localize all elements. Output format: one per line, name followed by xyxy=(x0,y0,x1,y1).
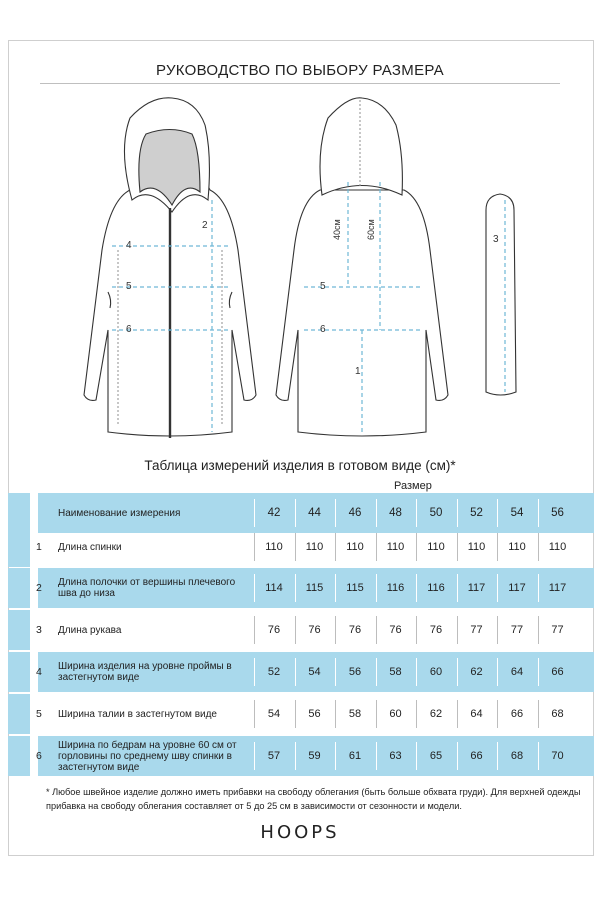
cell-value: 70 xyxy=(551,750,564,762)
cell-value: 115 xyxy=(305,582,324,594)
cell-value: 110 xyxy=(305,541,324,553)
size-header: 54 xyxy=(510,507,524,519)
table-title: Таблица измерений изделия в готовом виде (см)* xyxy=(144,458,456,473)
cell-value: 64 xyxy=(510,666,524,678)
cell-value: 110 xyxy=(548,541,567,553)
cell-value: 66 xyxy=(551,666,564,678)
cell-value: 57 xyxy=(267,750,281,762)
cell-value: 77 xyxy=(510,624,524,636)
row-values xyxy=(248,527,594,567)
cell-value: 68 xyxy=(551,708,564,720)
column-divider xyxy=(335,499,336,527)
table-row xyxy=(8,568,594,608)
brand-logo xyxy=(0,822,600,843)
cell-value: 77 xyxy=(551,624,564,636)
cell-value: 114 xyxy=(265,582,283,594)
table-row xyxy=(8,694,594,734)
cell-value: 54 xyxy=(308,666,321,678)
cell-value: 58 xyxy=(389,666,402,678)
cell-value: 117 xyxy=(508,582,526,594)
row-side-tab xyxy=(8,610,30,650)
front-marker-2: 2 xyxy=(202,220,208,231)
size-header: 50 xyxy=(429,507,443,519)
page-title: РУКОВОДСТВО ПО ВЫБОРУ РАЗМЕРА xyxy=(155,62,444,79)
row-side-tab xyxy=(8,527,30,567)
cell-value: 76 xyxy=(429,624,443,636)
cell-value: 68 xyxy=(510,750,524,762)
column-divider xyxy=(295,499,296,527)
sleeve-sketch xyxy=(486,194,516,395)
back-marker-5: 5 xyxy=(320,281,326,292)
row-name: Длина рукава xyxy=(58,624,122,636)
row-values xyxy=(248,652,594,692)
cell-value: 110 xyxy=(386,541,405,553)
brand-logo-text: HOOPS xyxy=(260,822,340,843)
table-row xyxy=(8,652,594,692)
cell-value: 116 xyxy=(427,582,445,594)
cell-value: 52 xyxy=(267,666,281,678)
row-name: Длина полочки от вершины плечевого шва до низа xyxy=(58,577,236,599)
cell-value: 76 xyxy=(267,624,281,636)
cell-value: 56 xyxy=(308,708,321,720)
front-marker-6: 6 xyxy=(126,324,132,335)
front-marker-4: 4 xyxy=(126,240,132,251)
cell-value: 117 xyxy=(548,582,567,594)
cell-value: 60 xyxy=(429,666,443,678)
row-number: 3 xyxy=(36,624,42,636)
cell-value: 76 xyxy=(348,624,362,636)
size-header: 48 xyxy=(389,507,402,519)
size-label: Размер xyxy=(394,480,432,492)
row-number: 6 xyxy=(36,750,42,762)
front-view-sketch xyxy=(84,98,256,438)
cell-value: 60 xyxy=(389,708,402,720)
cell-value: 54 xyxy=(267,708,281,720)
cell-value: 59 xyxy=(308,750,321,762)
cell-value: 76 xyxy=(308,624,321,636)
row-values xyxy=(248,610,594,650)
row-number: 5 xyxy=(36,708,42,720)
cell-value: 77 xyxy=(470,624,483,636)
table-row xyxy=(8,610,594,650)
cell-value: 58 xyxy=(348,708,362,720)
cell-value: 110 xyxy=(508,541,526,553)
title-divider xyxy=(40,83,560,84)
row-side-tab xyxy=(8,694,30,734)
cell-value: 56 xyxy=(348,666,362,678)
column-divider xyxy=(376,499,377,527)
cell-value: 62 xyxy=(470,666,483,678)
cell-value: 61 xyxy=(348,750,362,762)
back-marker-6: 6 xyxy=(320,324,326,335)
row-name: Ширина изделия на уровне проймы в застегнутом виде xyxy=(58,661,232,683)
cell-value: 63 xyxy=(389,750,402,762)
row-name: Длина спинки xyxy=(58,541,122,553)
cell-value: 65 xyxy=(429,750,443,762)
column-divider xyxy=(497,499,498,527)
size-header: 46 xyxy=(348,507,362,519)
table-row xyxy=(8,527,594,567)
column-divider xyxy=(254,499,255,527)
cell-value: 110 xyxy=(346,541,364,553)
row-name: Ширина по бедрам на уровне 60 см от горловины по среднему шву спинки в застегнутом виде xyxy=(58,739,237,773)
back-measure-40: 40см xyxy=(332,219,342,240)
row-values xyxy=(248,694,594,734)
cell-value: 64 xyxy=(470,708,483,720)
row-name: Ширина талии в застегнутом виде xyxy=(58,708,217,720)
back-view-sketch xyxy=(276,98,448,436)
row-number: 2 xyxy=(36,582,42,594)
cell-value: 110 xyxy=(265,541,283,553)
back-measure-60: 60см xyxy=(366,219,376,240)
front-marker-5: 5 xyxy=(126,281,132,292)
row-number: 4 xyxy=(36,666,42,678)
table-row xyxy=(8,736,594,776)
cell-value: 66 xyxy=(510,708,524,720)
cell-value: 110 xyxy=(427,541,445,553)
size-header: 52 xyxy=(470,507,483,519)
cell-value: 117 xyxy=(467,582,486,594)
row-number: 1 xyxy=(36,541,42,553)
back-marker-1: 1 xyxy=(355,366,361,377)
column-divider xyxy=(457,499,458,527)
sleeve-marker-3: 3 xyxy=(493,234,499,245)
name-header: Наименование измерения xyxy=(58,507,181,519)
garment-sketch xyxy=(0,90,600,445)
cell-value: 62 xyxy=(429,708,443,720)
row-values xyxy=(248,736,594,776)
size-header: 44 xyxy=(308,507,321,519)
row-values xyxy=(248,568,594,608)
column-divider xyxy=(416,499,417,527)
cell-value: 66 xyxy=(470,750,483,762)
footnote: * Любое швейное изделие должно иметь прибавки на свободу облегания (быть больше обхвата груди). Для верхней одежды прибавка на свободу облегания составляет от 5 до 25 см в зависимости от сезонности и модели. xyxy=(46,787,581,811)
size-header: 56 xyxy=(551,507,564,519)
cell-value: 115 xyxy=(346,582,364,594)
cell-value: 110 xyxy=(467,541,486,553)
cell-value: 76 xyxy=(389,624,402,636)
column-divider xyxy=(538,499,539,527)
cell-value: 116 xyxy=(386,582,405,594)
size-header: 42 xyxy=(267,507,281,519)
